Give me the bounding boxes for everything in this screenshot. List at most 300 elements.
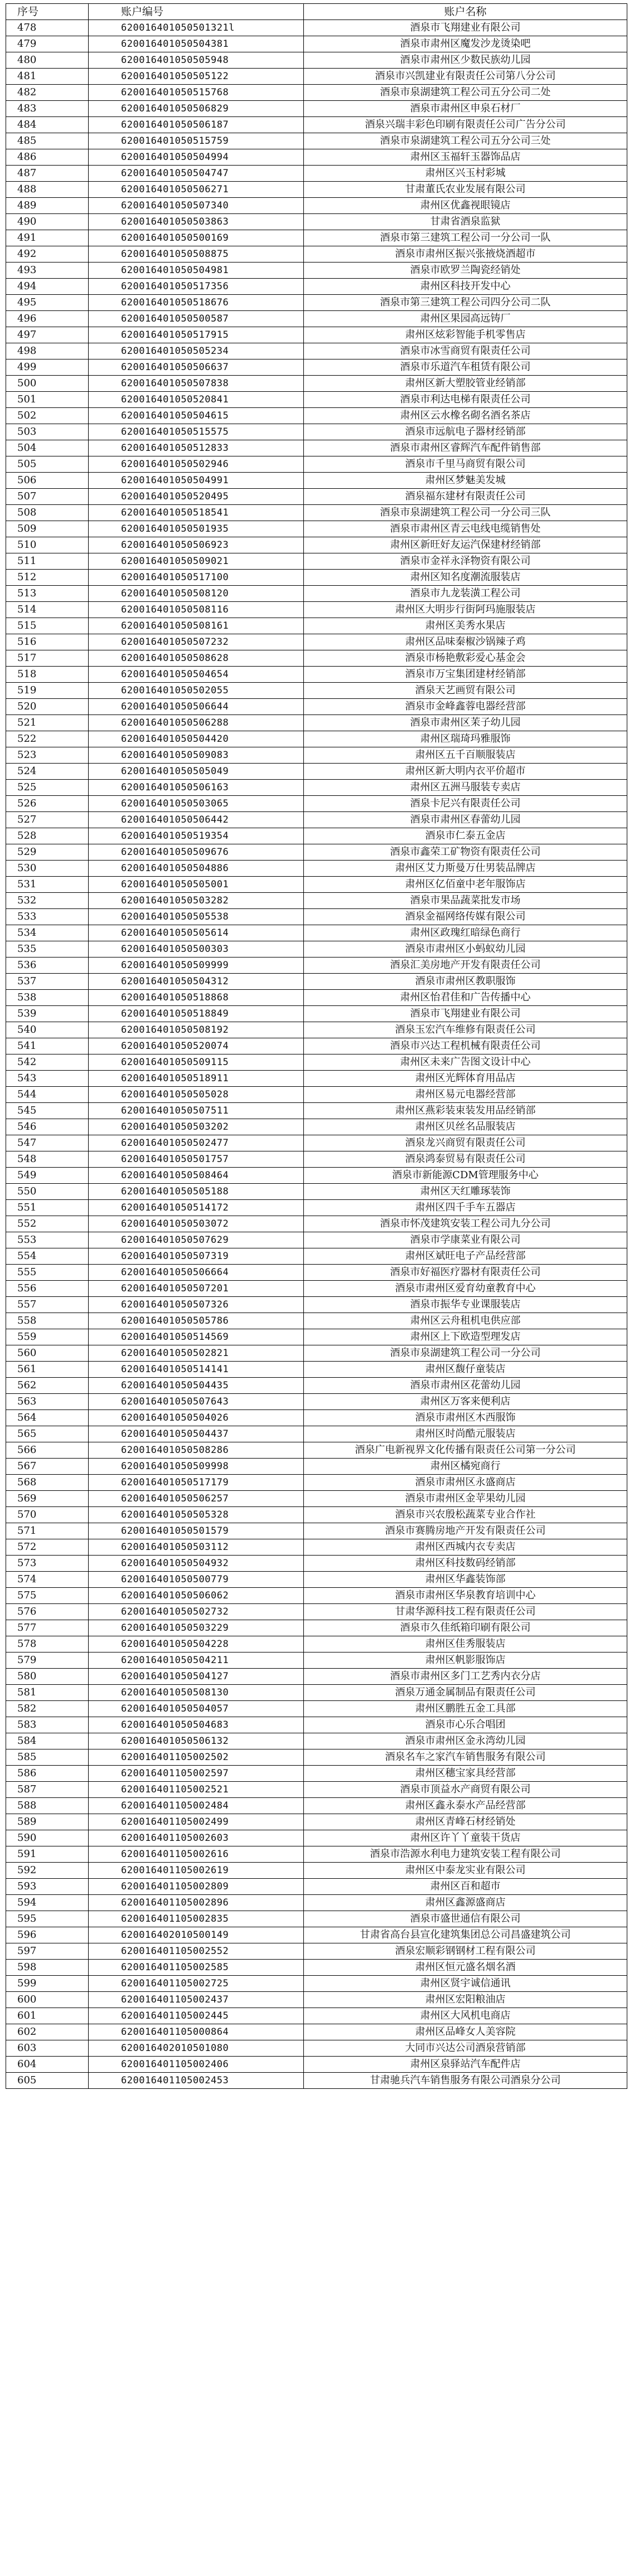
table-row — [6, 214, 627, 230]
cell-account-no: 620016401050506442 — [89, 812, 304, 828]
cell-seq: 489 — [6, 198, 89, 214]
cell-account-name: 肃州区华鑫装饰部 — [304, 1572, 627, 1588]
cell-account-no: 620016401050505786 — [89, 1313, 304, 1329]
table-row — [6, 1394, 627, 1410]
cell-account-name: 肃州区五洲马服装专卖店 — [304, 780, 627, 796]
table-row — [6, 1135, 627, 1151]
cell-seq: 506 — [6, 473, 89, 489]
cell-seq: 496 — [6, 311, 89, 327]
table-row — [6, 683, 627, 699]
cell-account-no: 620016401050508875 — [89, 246, 304, 263]
cell-account-no: 620016401050507326 — [89, 1297, 304, 1313]
cell-account-no: 620016401050512833 — [89, 440, 304, 456]
cell-account-no: 620016401050507511 — [89, 1103, 304, 1119]
table-row — [6, 1814, 627, 1830]
table-row — [6, 1620, 627, 1636]
cell-seq: 569 — [6, 1491, 89, 1507]
table-row — [6, 650, 627, 667]
cell-account-name: 酒泉卡尼兴有限责任公司 — [304, 796, 627, 812]
table-row — [6, 586, 627, 602]
cell-seq: 488 — [6, 182, 89, 198]
table-row — [6, 941, 627, 958]
cell-seq: 600 — [6, 1992, 89, 2008]
cell-account-no: 620016401050505234 — [89, 343, 304, 359]
table-row — [6, 1329, 627, 1345]
table-row — [6, 1749, 627, 1766]
cell-account-name: 酒泉市金祥永泽物资有限公司 — [304, 553, 627, 570]
cell-account-name: 大同市兴达公司酒泉营销部 — [304, 2040, 627, 2057]
cell-account-no: 620016401050504981 — [89, 263, 304, 279]
cell-account-name: 肃州区西城内衣专卖店 — [304, 1539, 627, 1556]
cell-seq: 549 — [6, 1168, 89, 1184]
cell-seq: 498 — [6, 343, 89, 359]
table-row — [6, 456, 627, 473]
table-row — [6, 1459, 627, 1475]
cell-seq: 502 — [6, 408, 89, 424]
cell-seq: 518 — [6, 667, 89, 683]
table-row — [6, 1297, 627, 1313]
table-row — [6, 1863, 627, 1879]
cell-account-no: 620016401050503112 — [89, 1539, 304, 1556]
cell-seq: 522 — [6, 731, 89, 747]
cell-account-name: 肃州区帆影服饰店 — [304, 1652, 627, 1669]
account-table-sheet — [6, 3, 627, 2089]
cell-seq: 571 — [6, 1523, 89, 1539]
table-row — [6, 1523, 627, 1539]
cell-seq: 480 — [6, 52, 89, 69]
table-row — [6, 1782, 627, 1798]
cell-account-no: 620016401050506163 — [89, 780, 304, 796]
table-row — [6, 861, 627, 877]
table-row — [6, 1071, 627, 1087]
table-row — [6, 1442, 627, 1459]
table-row — [6, 279, 627, 295]
cell-account-name: 肃州区橘宛商行 — [304, 1459, 627, 1475]
cell-account-name: 酒泉市远航电子器材经销部 — [304, 424, 627, 440]
cell-account-name: 肃州区科技开发中心 — [304, 279, 627, 295]
cell-account-no: 620016401105002502 — [89, 1749, 304, 1766]
cell-account-no: 620016401050519354 — [89, 828, 304, 844]
table-row — [6, 1652, 627, 1669]
cell-seq: 602 — [6, 2024, 89, 2040]
cell-seq: 562 — [6, 1378, 89, 1394]
cell-seq: 565 — [6, 1426, 89, 1442]
table-row — [6, 1054, 627, 1071]
table-row — [6, 958, 627, 974]
table-row — [6, 909, 627, 925]
cell-seq: 492 — [6, 246, 89, 263]
cell-account-name: 酒泉市肃州区小蚂蚁幼儿园 — [304, 941, 627, 958]
cell-account-no: 620016401105002619 — [89, 1863, 304, 1879]
cell-account-no: 620016401050508120 — [89, 586, 304, 602]
cell-account-no: 620016401050500303 — [89, 941, 304, 958]
table-row — [6, 473, 627, 489]
cell-account-no: 620016401050500779 — [89, 1572, 304, 1588]
cell-seq: 531 — [6, 877, 89, 893]
table-row — [6, 505, 627, 521]
cell-account-no: 620016401050504420 — [89, 731, 304, 747]
table-row — [6, 990, 627, 1006]
cell-seq: 526 — [6, 796, 89, 812]
cell-account-name: 酒泉市学康菜业有限公司 — [304, 1232, 627, 1248]
cell-seq: 524 — [6, 764, 89, 780]
cell-seq: 540 — [6, 1022, 89, 1038]
cell-seq: 495 — [6, 295, 89, 311]
table-row — [6, 537, 627, 553]
cell-seq: 530 — [6, 861, 89, 877]
cell-seq: 552 — [6, 1216, 89, 1232]
cell-account-name: 酒泉市泉湖建筑工程公司一分公司三队 — [304, 505, 627, 521]
cell-seq: 514 — [6, 602, 89, 618]
table-row — [6, 1281, 627, 1297]
cell-account-no: 620016401050507643 — [89, 1394, 304, 1410]
cell-account-name: 酒泉市万宝集团建材经销部 — [304, 667, 627, 683]
cell-account-name: 肃州区亿佰童中老年服饰店 — [304, 877, 627, 893]
cell-seq: 536 — [6, 958, 89, 974]
cell-account-name: 肃州区炫彩智能手机零售店 — [304, 327, 627, 343]
cell-account-no: 620016401050505028 — [89, 1087, 304, 1103]
table-row — [6, 1701, 627, 1717]
cell-account-name: 肃州区中泰龙实业有限公司 — [304, 1863, 627, 1879]
cell-account-no: 620016401105002437 — [89, 1992, 304, 2008]
cell-account-no: 620016401105002585 — [89, 1960, 304, 1976]
cell-account-no: 620016401050506271 — [89, 182, 304, 198]
cell-seq: 576 — [6, 1604, 89, 1620]
cell-seq: 591 — [6, 1846, 89, 1863]
cell-account-name: 肃州区穗宝家具经营部 — [304, 1766, 627, 1782]
cell-account-name: 酒泉市肃州区春蕾幼儿园 — [304, 812, 627, 828]
cell-seq: 587 — [6, 1782, 89, 1798]
account-table — [6, 3, 627, 2089]
table-row — [6, 343, 627, 359]
cell-seq: 590 — [6, 1830, 89, 1846]
table-row — [6, 844, 627, 861]
cell-account-name: 酒泉市肃州区茉子幼儿园 — [304, 715, 627, 731]
table-row — [6, 812, 627, 828]
table-row — [6, 877, 627, 893]
cell-account-name: 肃州区艾力斯曼万仕男装品牌店 — [304, 861, 627, 877]
cell-account-no: 620016401050504615 — [89, 408, 304, 424]
cell-seq: 487 — [6, 166, 89, 182]
table-row — [6, 263, 627, 279]
cell-account-no: 620016401050509676 — [89, 844, 304, 861]
cell-account-name: 肃州区光辉体育用品店 — [304, 1071, 627, 1087]
cell-seq: 546 — [6, 1119, 89, 1135]
cell-account-name: 酒泉广电新视界文化传播有限责任公司第一分公司 — [304, 1442, 627, 1459]
cell-account-name: 酒泉市兴达工程机械有限责任公司 — [304, 1038, 627, 1054]
cell-account-name: 酒泉市怀茂建筑安装工程公司九分公司 — [304, 1216, 627, 1232]
cell-account-no: 620016401050503202 — [89, 1119, 304, 1135]
cell-seq: 499 — [6, 359, 89, 376]
cell-seq: 500 — [6, 376, 89, 392]
cell-account-name: 酒泉市冰雪商贸有限责任公司 — [304, 343, 627, 359]
cell-account-name: 肃州区斌旺电子产品经营部 — [304, 1248, 627, 1265]
cell-seq: 485 — [6, 133, 89, 149]
cell-seq: 510 — [6, 537, 89, 553]
cell-account-name: 肃州区政瑰红暗绿色商行 — [304, 925, 627, 941]
cell-account-name: 肃州区燕彩装束装发用品经销部 — [304, 1103, 627, 1119]
cell-account-name: 酒泉市鑫荣工矿物资有限责任公司 — [304, 844, 627, 861]
cell-account-name: 肃州区万客来便利店 — [304, 1394, 627, 1410]
cell-account-no: 620016401050501579 — [89, 1523, 304, 1539]
cell-account-name: 肃州区新大塑胶管业经销部 — [304, 376, 627, 392]
cell-account-no: 620016401050507319 — [89, 1248, 304, 1265]
cell-account-name: 酒泉市肃州区华泉教育培训中心 — [304, 1588, 627, 1604]
cell-account-name: 肃州区时尚酷元服装店 — [304, 1426, 627, 1442]
cell-seq: 559 — [6, 1329, 89, 1345]
cell-account-no: 620016401050506257 — [89, 1491, 304, 1507]
cell-account-name: 肃州区四千手车五器店 — [304, 1200, 627, 1216]
cell-account-no: 620016401105002835 — [89, 1911, 304, 1927]
cell-account-no: 620016401105002603 — [89, 1830, 304, 1846]
cell-seq: 478 — [6, 20, 89, 36]
cell-account-name: 肃州区鹏胜五金工具部 — [304, 1701, 627, 1717]
cell-account-name: 酒泉鸿泰贸易有限责任公司 — [304, 1151, 627, 1168]
cell-seq: 482 — [6, 85, 89, 101]
cell-account-name: 肃州区怡君佳和广告传播中心 — [304, 990, 627, 1006]
table-row — [6, 1410, 627, 1426]
cell-account-name: 酒泉市肃州区振兴张掖烧酒超市 — [304, 246, 627, 263]
header-account-name: 账户名称 — [304, 4, 627, 20]
cell-account-no: 620016401050502055 — [89, 683, 304, 699]
cell-account-no: 620016401050503282 — [89, 893, 304, 909]
cell-seq: 560 — [6, 1345, 89, 1362]
cell-account-name: 酒泉市第三建筑工程公司四分公司二队 — [304, 295, 627, 311]
cell-account-no: 620016401050508161 — [89, 618, 304, 634]
cell-account-no: 620016401050509083 — [89, 747, 304, 764]
cell-seq: 551 — [6, 1200, 89, 1216]
table-row — [6, 1604, 627, 1620]
cell-account-name: 肃州区云水橡名砌名酒名茶店 — [304, 408, 627, 424]
header-seq: 序号 — [6, 4, 89, 20]
cell-account-no: 620016401050509998 — [89, 1459, 304, 1475]
cell-seq: 543 — [6, 1071, 89, 1087]
cell-seq: 579 — [6, 1652, 89, 1669]
cell-account-name: 肃州区恒元盛名烟名酒 — [304, 1960, 627, 1976]
cell-account-no: 620016401050518868 — [89, 990, 304, 1006]
cell-seq: 504 — [6, 440, 89, 456]
table-row — [6, 731, 627, 747]
table-row — [6, 634, 627, 650]
cell-account-no: 620016401105002552 — [89, 1943, 304, 1960]
table-row — [6, 246, 627, 263]
cell-account-no: 620016401105002521 — [89, 1782, 304, 1798]
cell-account-no: 620016401050502821 — [89, 1345, 304, 1362]
cell-account-no: 620016401105002453 — [89, 2073, 304, 2089]
cell-account-no: 620016401050505122 — [89, 69, 304, 85]
cell-account-name: 肃州区品味秦椒沙锅辣子鸡 — [304, 634, 627, 650]
cell-seq: 519 — [6, 683, 89, 699]
cell-account-name: 酒泉市肃州区少数民族幼儿园 — [304, 52, 627, 69]
table-row — [6, 1927, 627, 1943]
cell-account-no: 620016402010501080 — [89, 2040, 304, 2057]
table-row — [6, 570, 627, 586]
table-row — [6, 1022, 627, 1038]
cell-account-no: 620016401050504747 — [89, 166, 304, 182]
cell-account-no: 620016401050503065 — [89, 796, 304, 812]
cell-account-no: 620016401050517100 — [89, 570, 304, 586]
cell-account-name: 酒泉市好福医疗器材有限责任公司 — [304, 1265, 627, 1281]
cell-seq: 588 — [6, 1798, 89, 1814]
cell-account-no: 620016401050517179 — [89, 1475, 304, 1491]
table-row — [6, 1539, 627, 1556]
table-header-row — [6, 4, 627, 20]
cell-account-no: 620016401050504312 — [89, 974, 304, 990]
cell-account-name: 酒泉市欧罗兰陶瓷经销处 — [304, 263, 627, 279]
cell-account-name: 酒泉市肃州区金苹果幼儿园 — [304, 1491, 627, 1507]
cell-seq: 603 — [6, 2040, 89, 2057]
cell-account-no: 620016401050503072 — [89, 1216, 304, 1232]
cell-account-name: 酒泉市肃州区永盛商店 — [304, 1475, 627, 1491]
cell-account-name: 肃州区优鑫视眼镜店 — [304, 198, 627, 214]
cell-account-name: 酒泉市千里马商贸有限公司 — [304, 456, 627, 473]
table-row — [6, 602, 627, 618]
table-row — [6, 1151, 627, 1168]
cell-account-name: 肃州区百和超市 — [304, 1879, 627, 1895]
cell-account-no: 620016401050520074 — [89, 1038, 304, 1054]
cell-seq: 513 — [6, 586, 89, 602]
cell-account-no: 620016401105002616 — [89, 1846, 304, 1863]
cell-account-name: 酒泉宏顺彩钢钢材工程有限公司 — [304, 1943, 627, 1960]
cell-seq: 528 — [6, 828, 89, 844]
cell-seq: 535 — [6, 941, 89, 958]
cell-seq: 547 — [6, 1135, 89, 1151]
cell-seq: 581 — [6, 1685, 89, 1701]
table-row — [6, 1895, 627, 1911]
cell-seq: 517 — [6, 650, 89, 667]
cell-account-name: 肃州区美秀水果店 — [304, 618, 627, 634]
cell-seq: 484 — [6, 117, 89, 133]
cell-seq: 592 — [6, 1863, 89, 1879]
cell-account-no: 620016401050506288 — [89, 715, 304, 731]
cell-account-no: 620016401050504437 — [89, 1426, 304, 1442]
table-row — [6, 424, 627, 440]
cell-account-name: 酒泉市肃州区木西服饰 — [304, 1410, 627, 1426]
cell-account-no: 620016401050505538 — [89, 909, 304, 925]
cell-account-no: 620016401050514172 — [89, 1200, 304, 1216]
table-row — [6, 1248, 627, 1265]
table-row — [6, 618, 627, 634]
cell-account-no: 620016401050505328 — [89, 1507, 304, 1523]
table-row — [6, 311, 627, 327]
table-row — [6, 1006, 627, 1022]
cell-account-name: 肃州区易元电器经营部 — [304, 1087, 627, 1103]
table-row — [6, 1184, 627, 1200]
cell-seq: 501 — [6, 392, 89, 408]
table-row — [6, 667, 627, 683]
cell-account-name: 肃州区青峰石材经销处 — [304, 1814, 627, 1830]
cell-account-name: 肃州区瑞琦玛雅服饰 — [304, 731, 627, 747]
table-row — [6, 392, 627, 408]
table-row — [6, 1588, 627, 1604]
table-row — [6, 2024, 627, 2040]
table-row — [6, 85, 627, 101]
table-row — [6, 1572, 627, 1588]
cell-account-no: 620016401050504211 — [89, 1652, 304, 1669]
cell-seq: 509 — [6, 521, 89, 537]
table-row — [6, 764, 627, 780]
cell-account-name: 肃州区馥仔童装店 — [304, 1362, 627, 1378]
table-row — [6, 327, 627, 343]
cell-account-name: 肃州区宏阳粮油店 — [304, 1992, 627, 2008]
cell-account-no: 620016401050501321l — [89, 20, 304, 36]
cell-account-name: 酒泉玉宏汽车维修有限责任公司 — [304, 1022, 627, 1038]
cell-account-no: 620016401105002499 — [89, 1814, 304, 1830]
cell-account-name: 肃州区玉福轩玉器饰品店 — [304, 149, 627, 166]
cell-account-no: 620016401050504654 — [89, 667, 304, 683]
cell-seq: 516 — [6, 634, 89, 650]
cell-seq: 564 — [6, 1410, 89, 1426]
cell-account-no: 620016401050507232 — [89, 634, 304, 650]
table-row — [6, 1491, 627, 1507]
cell-account-no: 620016401050502946 — [89, 456, 304, 473]
cell-account-name: 酒泉名车之家汽车销售服务有限公司 — [304, 1749, 627, 1766]
cell-seq: 605 — [6, 2073, 89, 2089]
table-row — [6, 117, 627, 133]
cell-account-name: 酒泉市肃州区魔发沙龙烫染吧 — [304, 36, 627, 52]
cell-account-no: 620016401050518541 — [89, 505, 304, 521]
table-row — [6, 1216, 627, 1232]
cell-account-name: 酒泉市新能源CDM管理服务中心 — [304, 1168, 627, 1184]
cell-seq: 578 — [6, 1636, 89, 1652]
cell-account-no: 620016401050507838 — [89, 376, 304, 392]
table-row — [6, 376, 627, 392]
table-row — [6, 1038, 627, 1054]
cell-account-name: 酒泉市肃州区金永湾幼儿园 — [304, 1733, 627, 1749]
cell-seq: 604 — [6, 2057, 89, 2073]
table-row — [6, 1636, 627, 1652]
cell-seq: 558 — [6, 1313, 89, 1329]
cell-account-name: 甘肃董氏农业发展有限公司 — [304, 182, 627, 198]
cell-seq: 534 — [6, 925, 89, 941]
cell-account-no: 620016401050505948 — [89, 52, 304, 69]
cell-account-name: 酒泉市杨艳敷彩爱心基金会 — [304, 650, 627, 667]
cell-account-no: 620016401050504026 — [89, 1410, 304, 1426]
table-row — [6, 182, 627, 198]
cell-account-no: 620016401105000864 — [89, 2024, 304, 2040]
table-row — [6, 1265, 627, 1281]
table-row — [6, 1362, 627, 1378]
cell-account-name: 酒泉市肃州区爱育幼童教育中心 — [304, 1281, 627, 1297]
cell-account-name: 酒泉市泉湖建筑工程公司一分公司 — [304, 1345, 627, 1362]
cell-account-name: 酒泉兴瑞丰彩色印刷有限责任公司广告分公司 — [304, 117, 627, 133]
table-row — [6, 1830, 627, 1846]
cell-seq: 555 — [6, 1265, 89, 1281]
cell-seq: 481 — [6, 69, 89, 85]
cell-account-no: 620016401050508464 — [89, 1168, 304, 1184]
cell-account-no: 620016401050515575 — [89, 424, 304, 440]
cell-seq: 494 — [6, 279, 89, 295]
cell-account-name: 肃州区知名度潮流服装店 — [304, 570, 627, 586]
cell-account-no: 620016401050518676 — [89, 295, 304, 311]
cell-seq: 486 — [6, 149, 89, 166]
cell-account-no: 620016401050508628 — [89, 650, 304, 667]
table-row — [6, 1475, 627, 1491]
cell-seq: 527 — [6, 812, 89, 828]
cell-account-no: 620016401050508116 — [89, 602, 304, 618]
cell-account-name: 酒泉万通金属制品有限责任公司 — [304, 1685, 627, 1701]
cell-account-name: 酒泉市肃州区花蕾幼儿园 — [304, 1378, 627, 1394]
cell-seq: 507 — [6, 489, 89, 505]
cell-account-name: 酒泉汇美房地产开发有限责任公司 — [304, 958, 627, 974]
cell-seq: 538 — [6, 990, 89, 1006]
table-row — [6, 521, 627, 537]
table-row — [6, 1992, 627, 2008]
table-row — [6, 198, 627, 214]
cell-account-no: 620016401050504886 — [89, 861, 304, 877]
cell-account-no: 620016401050506062 — [89, 1588, 304, 1604]
cell-seq: 497 — [6, 327, 89, 343]
